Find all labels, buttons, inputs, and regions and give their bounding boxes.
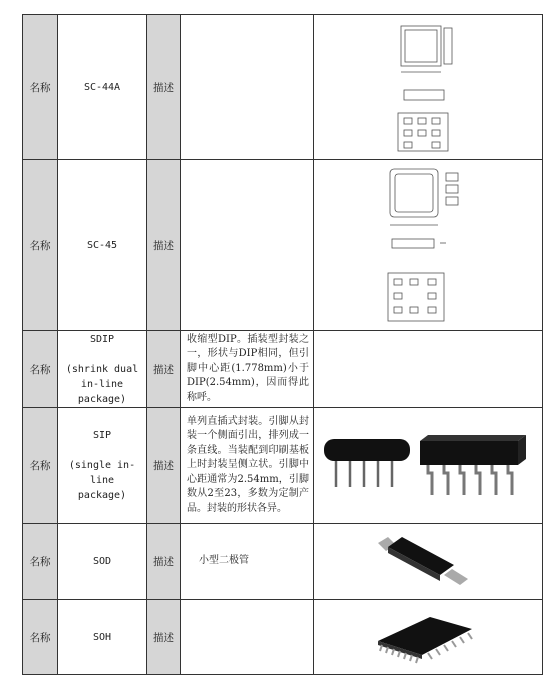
sc-45-drawing-icon — [368, 163, 488, 328]
desc-label: 描述 — [147, 331, 181, 408]
package-table — [22, 14, 543, 675]
table-row — [23, 331, 543, 408]
soh-package-icon — [368, 607, 488, 667]
package-name: SC-45 — [58, 160, 147, 331]
name-label: 名称 — [23, 408, 58, 524]
sod-photo — [314, 524, 543, 600]
package-desc: 单列直插式封装。引脚从封装一个侧面引出，排列成一条直线。当装配到印刷基板上时封装呈侧立状。引脚中心距通常为2.54mm，引脚数从2至23，多数为定制产品。封装的形状各异。 — [181, 408, 314, 524]
sc-44a-drawing — [314, 15, 543, 160]
package-name: SOH — [58, 600, 147, 675]
name-label: 名称 — [23, 524, 58, 600]
soh-photo — [314, 600, 543, 675]
name-label: 名称 — [23, 160, 58, 331]
name-label: 名称 — [23, 600, 58, 675]
sc-44a-drawing-icon — [368, 18, 488, 156]
sip-photo — [314, 408, 543, 524]
sc-45-drawing — [314, 160, 543, 331]
desc-label: 描述 — [147, 160, 181, 331]
package-name: SC-44A — [58, 15, 147, 160]
name-label: 名称 — [23, 15, 58, 160]
desc-label: 描述 — [147, 600, 181, 675]
sod-package-icon — [368, 527, 488, 597]
package-desc — [181, 600, 314, 675]
package-desc: 收缩型DIP。插装型封装之一，形状与DIP相同，但引脚中心距(1.778mm)小于DIP(2.54mm)，因而得此称呼。 — [181, 331, 314, 408]
sip-package-icon — [318, 431, 538, 501]
table-row — [23, 15, 543, 160]
package-name: SDIP (shrink dual in-line package) — [58, 331, 147, 408]
table-row — [23, 160, 543, 331]
package-name: SIP (single in-line package) — [58, 408, 147, 524]
desc-label: 描述 — [147, 524, 181, 600]
sdip-image-cell — [314, 331, 543, 408]
package-desc — [181, 160, 314, 331]
package-name: SOD — [58, 524, 147, 600]
table-row — [23, 524, 543, 600]
package-desc: 小型二极管 — [181, 524, 314, 600]
name-label: 名称 — [23, 331, 58, 408]
desc-label: 描述 — [147, 15, 181, 160]
package-desc — [181, 15, 314, 160]
table-row — [23, 408, 543, 524]
desc-label: 描述 — [147, 408, 181, 524]
table-row — [23, 600, 543, 675]
